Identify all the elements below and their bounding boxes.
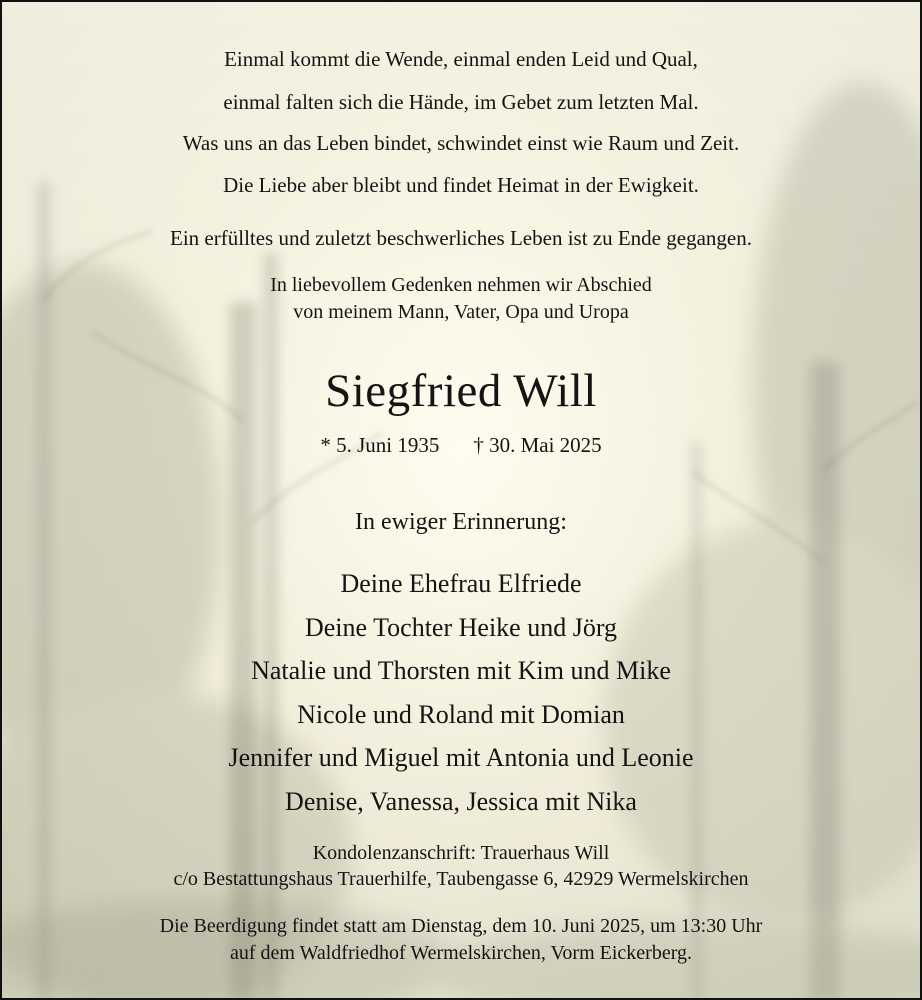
- life-dates: [2, 433, 920, 458]
- farewell-line: von meinem Mann, Vater, Opa und Uropa: [293, 301, 629, 323]
- family-member: Jennifer und Miguel mit Antonia und Leonie: [228, 743, 694, 772]
- poem-line: Was uns an das Leben bindet, schwindet einst wie Raum und Zeit.: [182, 131, 740, 155]
- notice-content: [2, 2, 922, 1000]
- family-member: Nicole und Roland mit Domian: [297, 700, 625, 729]
- poem-line: Einmal kommt die Wende, einmal enden Leid und Qual,: [224, 47, 698, 71]
- poem-line: Die Liebe aber bleibt und findet Heimat in der Ewigkeit.: [223, 173, 699, 197]
- condolence-address: Kondolenzanschrift: Trauerhaus Will: [312, 842, 610, 864]
- deceased-name: Siegfried Will: [325, 365, 597, 417]
- poem-line: einmal falten sich die Hände, im Gebet zum letzten Mal.: [223, 90, 699, 114]
- funeral-info: Die Beerdigung findet statt am Dienstag, dem 10. Juni 2025, um 13:30 Uhr: [159, 915, 763, 937]
- family-member: Denise, Vanessa, Jessica mit Nika: [285, 787, 637, 816]
- death-date: † 30. Mai 2025: [473, 433, 602, 457]
- family-member: Deine Tochter Heike und Jörg: [304, 613, 618, 642]
- intro-text: Ein erfülltes und zuletzt beschwerliches Leben ist zu Ende gegangen.: [170, 226, 752, 250]
- family-member: Deine Ehefrau Elfriede: [340, 569, 582, 598]
- funeral-info: auf dem Waldfriedhof Wermelskirchen, Vorm Eickerberg.: [229, 942, 692, 964]
- farewell-line: In liebevollem Gedenken nehmen wir Abschied: [270, 274, 652, 296]
- birth-date: * 5. Juni 1935: [320, 433, 440, 457]
- family-member: Natalie und Thorsten mit Kim und Mike: [251, 656, 671, 685]
- memory-heading: In ewiger Erinnerung:: [355, 509, 567, 535]
- condolence-address: c/o Bestattungshaus Trauerhilfe, Taubengasse 6, 42929 Wermelskirchen: [173, 868, 749, 890]
